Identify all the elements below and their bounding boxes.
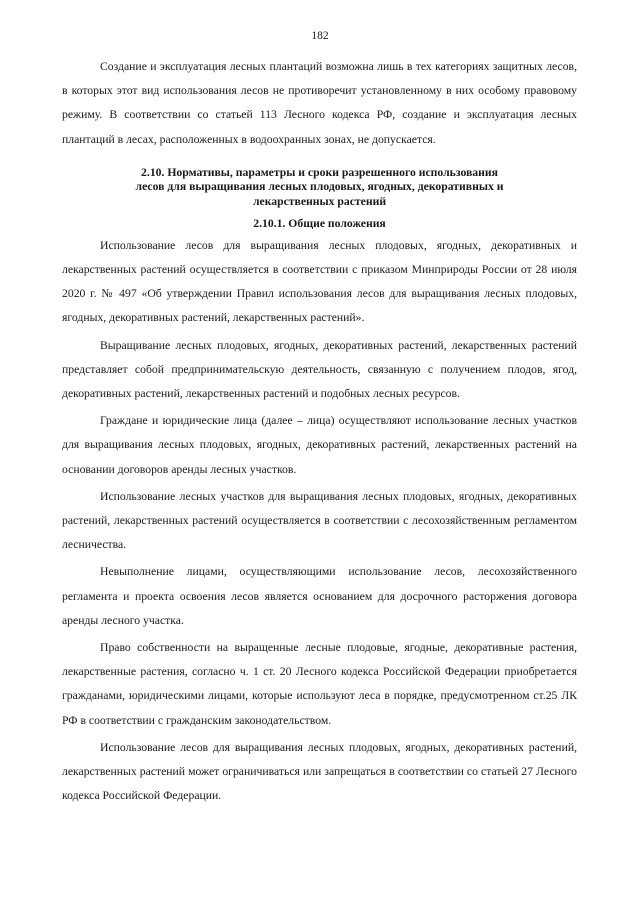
- body-paragraph: Невыполнение лицами, осуществляющими использование лесов, лесохозяйственного регламента и проекта освоения лесов является основанием для досрочного расторжения договора аренды лесного участка.: [62, 565, 577, 627]
- body-paragraph: Использование лесов для выращивания лесных плодовых, ягодных, декоративных растений, лекарственных растений может ограничиваться или запрещаться в соответствии со статьей 27 Лесного кодекса Российской Федерации.: [62, 740, 577, 803]
- section-heading-line: 2.10. Нормативы, параметры и сроки разрешенного использования: [141, 165, 498, 179]
- subsection-heading: 2.10.1. Общие положения: [253, 217, 386, 231]
- section-heading: [62, 166, 577, 210]
- document-body: [62, 55, 577, 808]
- page-number: 182: [311, 30, 329, 42]
- section-heading-line: лекарственных растений: [252, 194, 387, 208]
- section-heading-line: лесов для выращивания лесных плодовых, ягодных, декоративных и: [135, 180, 504, 194]
- intro-paragraph: Создание и эксплуатация лесных плантаций возможна лишь в тех категориях защитных лесов, в которых этот вид использования лесов не противоречит установленному в них особому правовому режиму. В соответствии со статьей 113 Лесного кодекса РФ, создание и эксплуатация лесных плантаций в лесах, расположенных в водоохранных зонах, не допускается.: [62, 60, 577, 146]
- body-paragraph: Использование лесных участков для выращивания лесных плодовых, ягодных, декоративных растений, лекарственных растений осуществляется в соответствии с лесохозяйственным регламентом лесничества.: [62, 489, 577, 552]
- body-paragraph: Право собственности на выращенные лесные плодовые, ягодные, декоративные растения, лекарственные растения, согласно ч. 1 ст. 20 Лесного кодекса Российской Федерации приобретается гражданами, юридическими лицами, которые используют леса в порядке, предусмотренном ст.25 ЛК РФ в соответствии с гражданским законодательством.: [62, 641, 577, 727]
- body-paragraph: Выращивание лесных плодовых, ягодных, декоративных растений, лекарственных растений представляет собой предпринимательскую деятельность, связанную с получением плодов, ягод, декоративных растений, лекарственных растений и подобных лесных ресурсов.: [62, 338, 577, 401]
- body-paragraph: Использование лесов для выращивания лесных плодовых, ягодных, декоративных и лекарственных растений осуществляется в соответствии с приказом Минприроды России от 28 июля 2020 г. № 497 «Об утверждении Правил использования лесов для выращивания лесных плодовых, ягодных, декоративных растений, лекарственных растений».: [62, 238, 577, 325]
- body-paragraph: Граждане и юридические лица (далее – лица) осуществляют использование лесных участков для выращивания лесных плодовых, ягодных, декоративных растений, лекарственных растений на основании договоров аренды лесных участков.: [62, 414, 577, 476]
